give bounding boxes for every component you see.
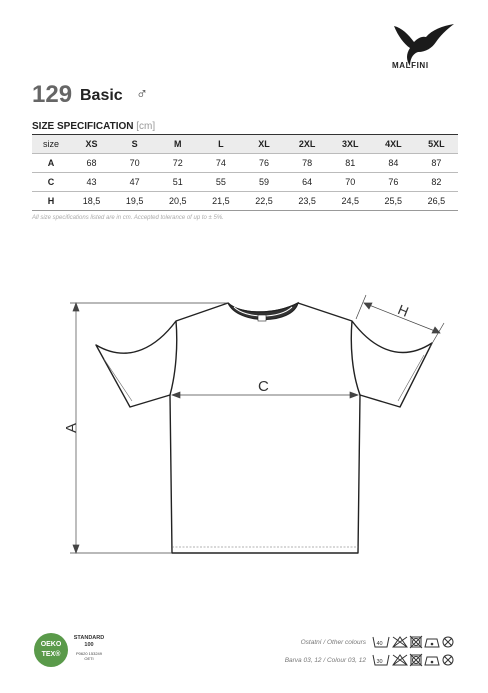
table-cell: 43 bbox=[70, 173, 113, 192]
table-cell: 87 bbox=[415, 154, 458, 173]
table-cell: 64 bbox=[286, 173, 329, 192]
table-header-cell: L bbox=[199, 135, 242, 154]
table-cell: 76 bbox=[242, 154, 285, 173]
table-cell: 21,5 bbox=[199, 192, 242, 211]
table-row bbox=[32, 173, 458, 192]
care-icons-row-1 bbox=[372, 635, 466, 649]
no-bleach-icon bbox=[393, 637, 407, 647]
no-bleach-icon bbox=[393, 655, 407, 665]
size-table bbox=[32, 134, 458, 211]
oeko-tex-badge-icon bbox=[34, 633, 68, 667]
sleeve-seam-right bbox=[351, 321, 360, 395]
tshirt-outline bbox=[96, 303, 432, 553]
tshirt-diagram bbox=[0, 285, 488, 565]
table-cell: 78 bbox=[286, 154, 329, 173]
table-header-cell: XL bbox=[242, 135, 285, 154]
table-cell: 81 bbox=[329, 154, 372, 173]
table-header-cell: 2XL bbox=[286, 135, 329, 154]
tolerance-footnote: All size specifications listed are in cm. Accepted tolerance of up to ± 5%. bbox=[32, 215, 224, 221]
table-row bbox=[32, 154, 458, 173]
standard-line2: 100 bbox=[84, 642, 94, 648]
table-header-size: size bbox=[32, 135, 70, 154]
sleeve-seam-left bbox=[170, 321, 177, 395]
cert-code-line1: P0620 153249 bbox=[75, 651, 103, 656]
male-symbol-icon: ♂ bbox=[136, 86, 148, 103]
oeko-cert-code bbox=[72, 651, 106, 661]
neck-label bbox=[258, 315, 266, 321]
row-label: C bbox=[32, 173, 70, 192]
table-header-cell: 3XL bbox=[329, 135, 372, 154]
oeko-line2: TEX® bbox=[41, 651, 61, 658]
care-label-colour: Barva 03, 12 / Colour 03, 12 bbox=[284, 657, 366, 664]
table-cell: 74 bbox=[199, 154, 242, 173]
label-c: C bbox=[258, 378, 269, 395]
table-header-cell: XS bbox=[70, 135, 113, 154]
spec-title bbox=[32, 121, 155, 132]
cert-code-line2: OETI bbox=[84, 656, 94, 661]
row-label: A bbox=[32, 154, 70, 173]
table-cell: 24,5 bbox=[329, 192, 372, 211]
brand-name: MALFINI bbox=[392, 61, 429, 70]
table-cell: 76 bbox=[372, 173, 415, 192]
wash-temp-label: 40 bbox=[376, 641, 383, 647]
oeko-line1: OEKO bbox=[40, 641, 62, 648]
label-a: A bbox=[63, 422, 80, 433]
label-h: H bbox=[395, 301, 412, 320]
care-label-other: Ostatní / Other colours bbox=[300, 639, 366, 646]
table-header-cell: S bbox=[113, 135, 156, 154]
table-cell: 59 bbox=[242, 173, 285, 192]
product-number: 129 bbox=[32, 81, 73, 108]
table-header-cell: M bbox=[156, 135, 199, 154]
table-header-row bbox=[32, 135, 458, 154]
standard-line1: STANDARD bbox=[73, 635, 105, 641]
care-icons-row-2 bbox=[372, 653, 466, 667]
spec-unit: [cm] bbox=[136, 121, 156, 132]
table-cell: 68 bbox=[70, 154, 113, 173]
oeko-standard bbox=[72, 635, 106, 649]
table-cell: 82 bbox=[415, 173, 458, 192]
table-cell: 84 bbox=[372, 154, 415, 173]
table-cell: 25,5 bbox=[372, 192, 415, 211]
product-name: Basic bbox=[80, 87, 123, 104]
table-cell: 18,5 bbox=[70, 192, 113, 211]
table-cell: 20,5 bbox=[156, 192, 199, 211]
table-cell: 72 bbox=[156, 154, 199, 173]
spec-title-text: SIZE SPECIFICATION bbox=[32, 121, 134, 132]
table-cell: 55 bbox=[199, 173, 242, 192]
table-cell: 22,5 bbox=[242, 192, 285, 211]
table-cell: 23,5 bbox=[286, 192, 329, 211]
table-cell: 70 bbox=[329, 173, 372, 192]
table-cell: 26,5 bbox=[415, 192, 458, 211]
table-row bbox=[32, 192, 458, 211]
table-cell: 70 bbox=[113, 154, 156, 173]
table-header-cell: 5XL bbox=[415, 135, 458, 154]
table-cell: 19,5 bbox=[113, 192, 156, 211]
wash-temp-label: 30 bbox=[376, 659, 383, 665]
row-label: H bbox=[32, 192, 70, 211]
table-cell: 47 bbox=[113, 173, 156, 192]
table-cell: 51 bbox=[156, 173, 199, 192]
table-header-cell: 4XL bbox=[372, 135, 415, 154]
